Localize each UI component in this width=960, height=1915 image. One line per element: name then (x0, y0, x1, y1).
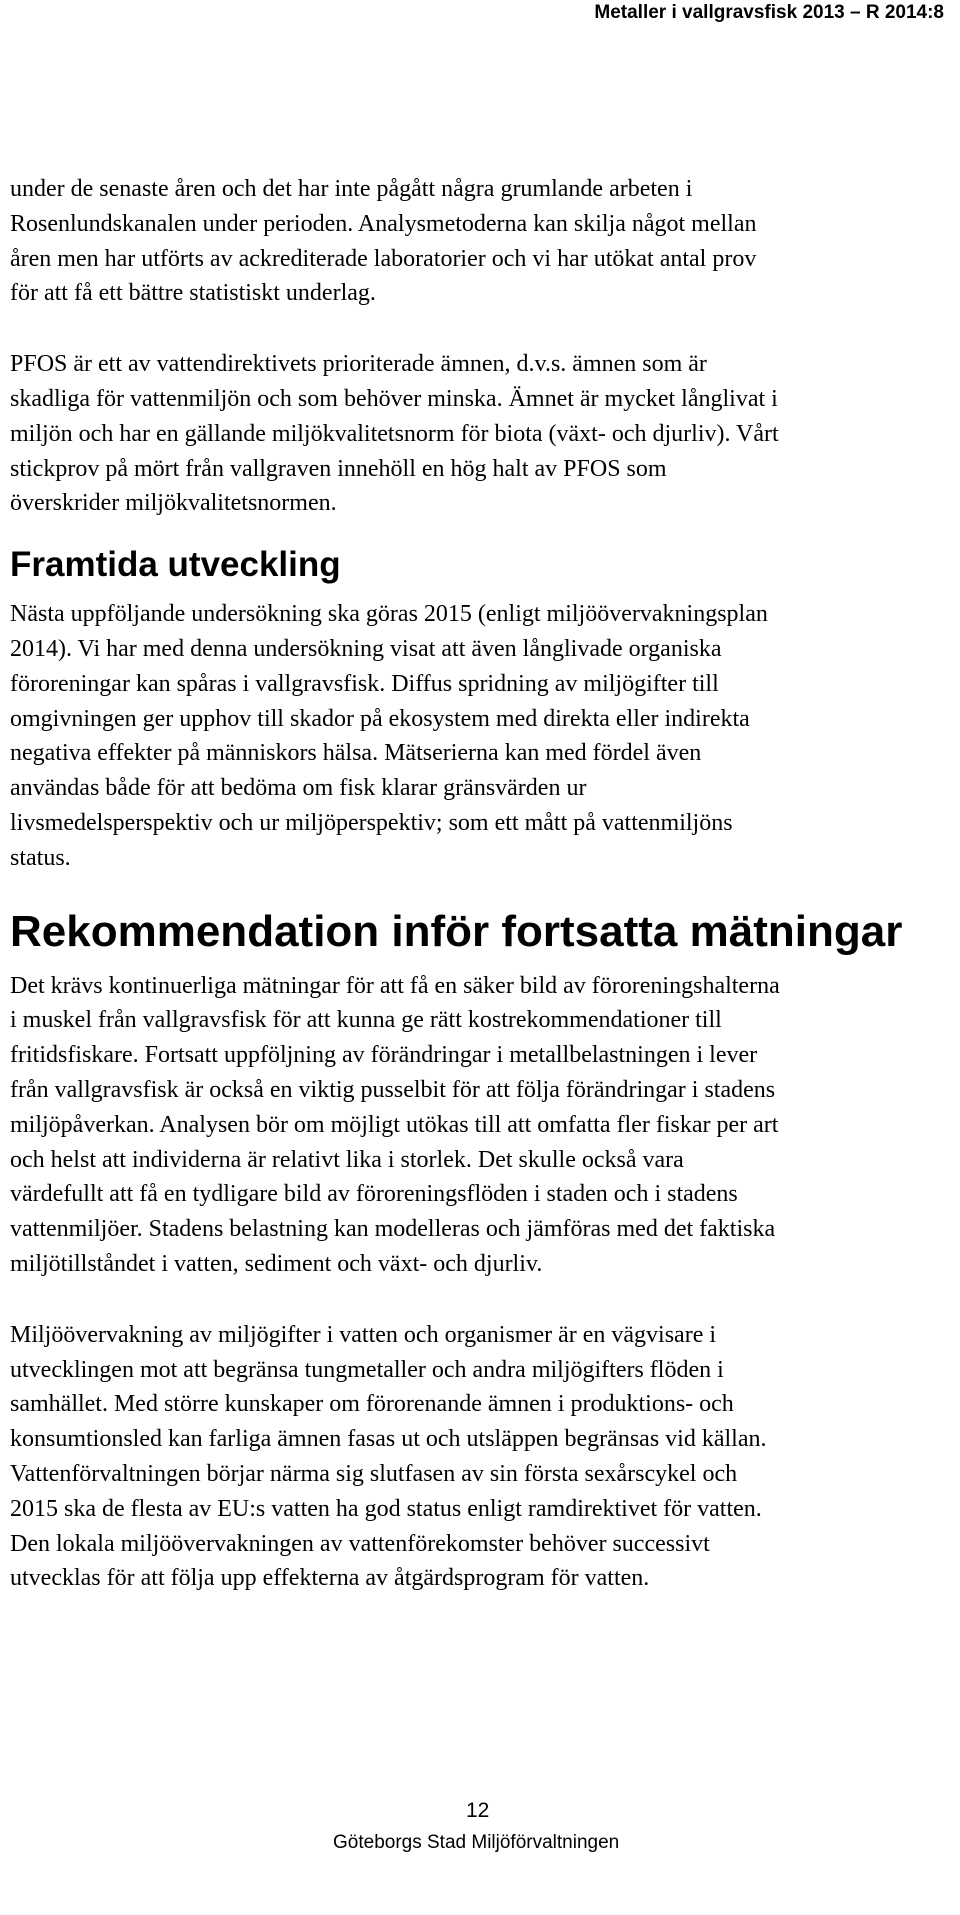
page-number: 12 (466, 1799, 490, 1822)
recommendation-heading: Rekommendation inför fortsatta mätningar (10, 906, 903, 956)
recommendation-paragraph-1: Det krävs kontinuerliga mätningar för att få en säker bild av föroreningshalterna i muskel från vallgravsfisk för att kunna ge rätt kostrekommendationer till fritidsfiskare. Fortsatt uppföljning av förändringar i metallbelastningen i lever från vallgravsfisk är också en viktig pusselbit för att följa förändringar i stadens miljöpåverkan. Analysen bör om möjligt utökas till att omfatta fler fiskar per art och helst att individerna är relativt lika i storlek. Det skulle också vara värdefullt att få en tydligare bild av föroreningsflöden i staden och i stadens vattenmiljöer. Stadens belastning kan modelleras och jämföras med det faktiska miljötillståndet i vatten, sediment och växt- och djurliv. (10, 972, 780, 1277)
pfos-paragraph: PFOS är ett av vattendirektivets prioriterade ämnen, d.v.s. ämnen som är skadliga för vattenmiljön och som behöver minska. Ämnet är mycket långlivat i miljön och har en gällande miljökvalitetsnorm för biota (växt- och djurliv). Vårt stickprov på mört från vallgraven innehöll en hög halt av PFOS som överskrider miljökvalitetsnormen. (10, 351, 779, 517)
framtida-paragraph: Nästa uppföljande undersökning ska göras 2015 (enligt miljöövervakningsplan 2014). Vi har med denna undersökning visat att även långlivade organiska föroreningar kan spåras i vallgravsfisk. Diffus spridning av miljögifter till omgivningen ger upphov till skador på ekosystem med direkta eller indirekta negativa effekter på människors hälsa. Mätserierna kan med fördel även användas både för att bedöma om fisk klarar gränsvärden ur livsmedelsperspektiv och ur miljöperspektiv; som ett mått på vattenmiljöns status. (10, 601, 768, 871)
running-header: Metaller i vallgravsfisk 2013 – R 2014:8 (594, 2, 944, 23)
framtida-heading: Framtida utveckling (10, 545, 341, 585)
recommendation-paragraph-2: Miljöövervakning av miljögifter i vatten och organismer är en vägvisare i utvecklingen mot att begränsa tungmetaller och andra miljögifters flöden i samhället. Med större kunskaper om förorenande ämnen i produktions- och konsumtionsled kan farliga ämnen fasas ut och utsläppen begränsas vid källan. Vattenförvaltningen börjar närma sig slutfasen av sin första sexårscykel och 2015 ska de flesta av EU:s vatten ha god status enligt ramdirektivet för vatten. Den lokala miljöövervakningen av vattenförekomster behöver successivt utvecklas för att följa upp effekterna av åtgärdsprogram för vatten. (10, 1321, 767, 1592)
intro-paragraph: under de senaste åren och det har inte pågått några grumlande arbeten i Rosenlundskanalen under perioden. Analysmetoderna kan skilja något mellan åren men har utförts av ackrediterade laboratorier och vi har utökat antal prov för att få ett bättre statistiskt underlag. (10, 176, 757, 307)
document-body (10, 172, 940, 1596)
page-footer: Göteborgs Stad Miljöförvaltningen (333, 1832, 620, 1853)
